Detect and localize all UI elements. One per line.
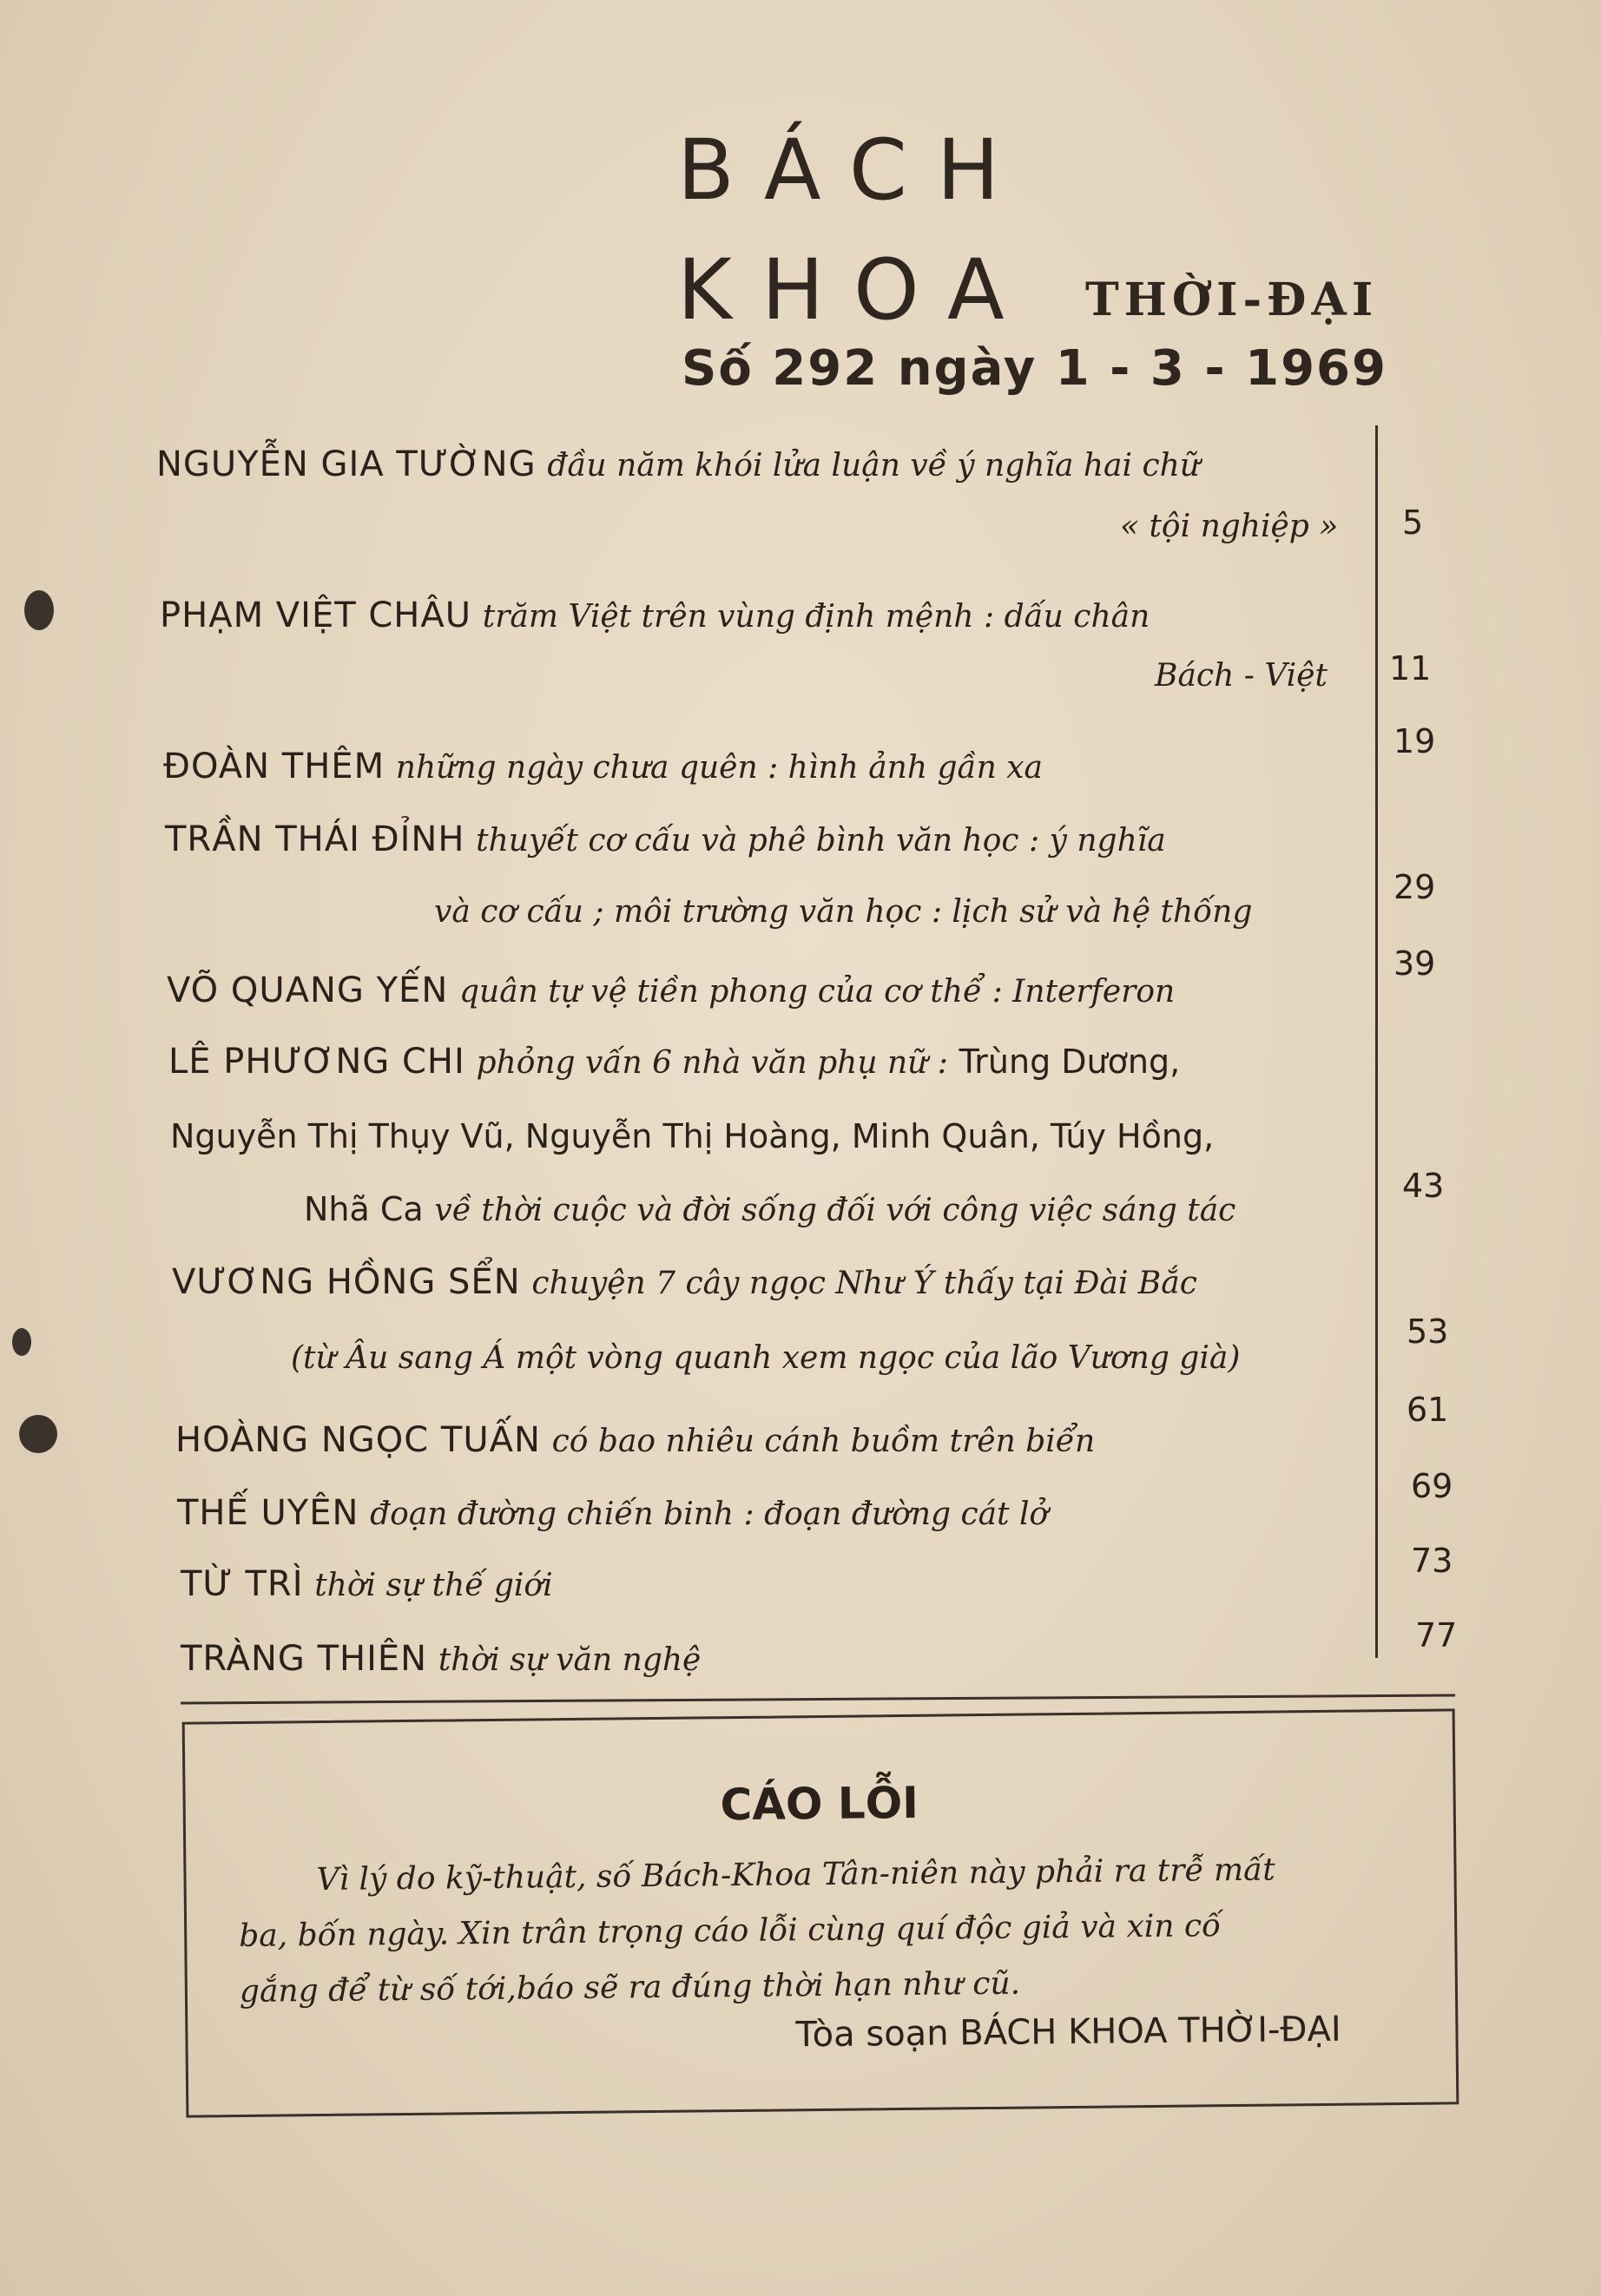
toc-continuation: và cơ cấu ; môi trường văn học : lịch sử và hệ thống xyxy=(434,894,1253,930)
masthead-subtitle: THỜI-ĐẠI xyxy=(1085,273,1379,326)
toc-page-number: 61 xyxy=(1407,1391,1449,1429)
toc-author: THẾ UYÊN xyxy=(177,1493,359,1533)
toc-author: ĐOÀN THÊM xyxy=(163,747,385,786)
toc-entry xyxy=(165,819,1166,859)
toc-continuation: Bách - Việt xyxy=(1155,658,1328,694)
toc-author: TỪ TRÌ xyxy=(181,1564,304,1604)
toc-vertical-rule xyxy=(1375,425,1378,1658)
toc-title: thời sự thế giới xyxy=(314,1568,553,1603)
toc-continuation: Nhã Ca về thời cuộc và đời sống đối với công việc sáng tác xyxy=(304,1190,1236,1228)
toc-title: trăm Việt trên vùng định mệnh : dấu chân xyxy=(482,599,1150,635)
toc-title: đầu năm khói lửa luận về ý nghĩa hai chữ xyxy=(547,448,1201,484)
toc-page-number: 69 xyxy=(1411,1467,1453,1505)
notice-line-1: Vì lý do kỹ-thuật, số Bách-Khoa Tân-niên này phải ra trễ mất xyxy=(316,1852,1275,1898)
toc-entry xyxy=(160,595,1150,635)
toc-entry xyxy=(177,1493,1048,1533)
notice-line-2: ba, bốn ngày. Xin trân trọng cáo lỗi cùng quí độc giả và xin cố xyxy=(239,1908,1222,1955)
toc-page-number: 29 xyxy=(1393,868,1436,906)
toc-title: chuyện 7 cây ngọc Như Ý thấy tại Đài Bắc xyxy=(531,1266,1197,1301)
toc-page-number: 73 xyxy=(1411,1542,1453,1580)
toc-title: thời sự văn nghệ xyxy=(438,1642,702,1678)
notice-line-3: gắng để từ số tới,báo sẽ ra đúng thời hạn như cũ. xyxy=(239,1965,1021,2010)
notice-box xyxy=(182,1708,1459,2117)
toc-entry xyxy=(172,1262,1197,1302)
toc-continuation: (từ Âu sang Á một vòng quanh xem ngọc của lão Vương già) xyxy=(291,1340,1241,1376)
toc-page-number: 77 xyxy=(1415,1616,1458,1655)
notice-signature: Tòa soạn BÁCH KHOA THỜI-ĐẠI xyxy=(795,2009,1341,2056)
toc-author: TRẦN THÁI ĐỈNH xyxy=(165,819,465,859)
toc-title: có bao nhiêu cánh buồm trên biển xyxy=(551,1424,1096,1459)
toc-title: những ngày chưa quên : hình ảnh gần xa xyxy=(395,750,1043,786)
issue-line: Số 292 ngày 1 - 3 - 1969 xyxy=(682,340,1387,397)
toc-page-number: 39 xyxy=(1393,944,1436,983)
toc-entry xyxy=(181,1564,553,1604)
toc-page-number: 11 xyxy=(1389,649,1432,687)
toc-author: TRÀNG THIÊN xyxy=(181,1639,428,1679)
toc-page-number: 53 xyxy=(1407,1312,1449,1351)
toc-author: PHẠM VIỆT CHÂU xyxy=(160,595,472,635)
toc-title: quân tự vệ tiền phong của cơ thể : Interferon xyxy=(458,974,1176,1010)
toc-author: VÕ QUANG YẾN xyxy=(167,970,449,1010)
toc-entry: LÊ PHƯƠNG CHI phỏng vấn 6 nhà văn phụ nữ : Trùng Dương, xyxy=(168,1042,1181,1082)
toc-author: LÊ PHƯƠNG CHI xyxy=(168,1042,465,1082)
toc-title: đoạn đường chiến binh : đoạn đường cát lở xyxy=(370,1497,1049,1532)
toc-continuation: Nguyễn Thị Thụy Vũ, Nguyễn Thị Hoàng, Minh Quân, Túy Hồng, xyxy=(170,1117,1215,1155)
toc-entry xyxy=(175,1420,1095,1460)
toc-author: HOÀNG NGỌC TUẤN xyxy=(175,1420,541,1460)
notice-title: CÁO LỖI xyxy=(720,1777,919,1831)
toc-entry xyxy=(167,970,1175,1010)
toc-entry xyxy=(181,1639,701,1679)
toc-entry xyxy=(163,747,1043,786)
toc-title: thuyết cơ cấu và phê bình văn học : ý nghĩa xyxy=(476,823,1166,859)
toc-entry xyxy=(156,444,1200,484)
masthead-line-1: BÁCH xyxy=(677,122,1030,219)
toc-author: VƯƠNG HỒNG SỂN xyxy=(172,1262,521,1302)
toc-page-number: 43 xyxy=(1402,1167,1445,1205)
toc-continuation: « tội nghiệp » xyxy=(1120,509,1339,544)
masthead-line-2: KHOA xyxy=(677,241,1034,339)
toc-title: phỏng vấn 6 nhà văn phụ nữ : xyxy=(476,1045,948,1081)
toc-page-number: 19 xyxy=(1393,722,1436,760)
toc-bottom-rule xyxy=(181,1694,1455,1705)
toc-author: NGUYỄN GIA TƯỜNG xyxy=(156,444,537,484)
toc-page-number: 5 xyxy=(1402,503,1424,542)
